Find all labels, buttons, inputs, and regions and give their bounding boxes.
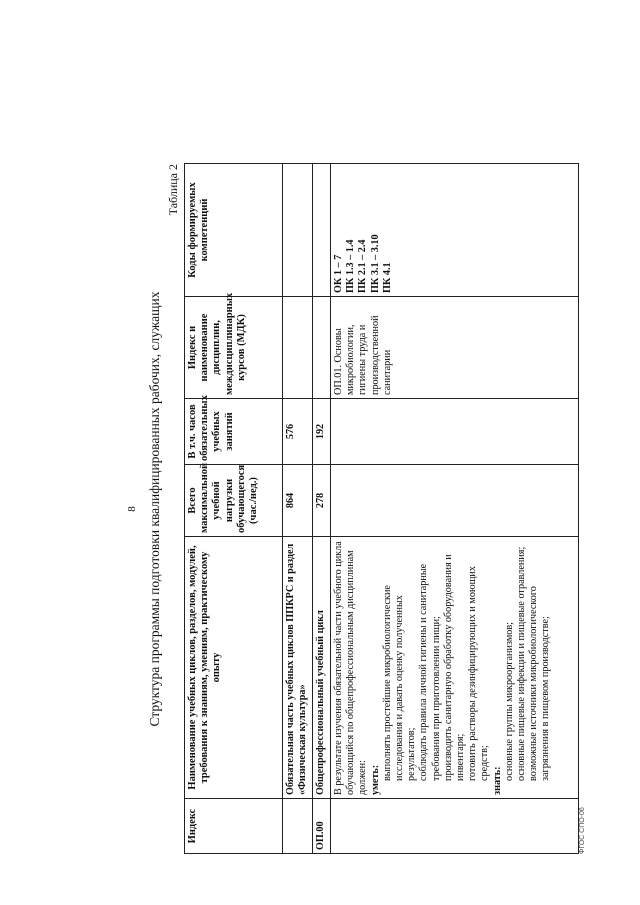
- header-max-load: Всего максимальной учебной нагрузки обучающегося (час./нед.): [185, 465, 283, 537]
- header-index: Индекс: [185, 799, 283, 854]
- list-item: основные пищевые инфекции и пищевые отравления;: [516, 546, 528, 781]
- cell-empty: [331, 465, 579, 537]
- watermark: ФГОС СПО-06: [579, 807, 586, 854]
- page-number: 8: [126, 506, 138, 512]
- table-label: Таблица 2: [166, 164, 180, 216]
- header-name: Наименование учебных циклов, разделов, модулей, требования к знаниям, умениям, практическому опыту: [185, 537, 283, 799]
- cell-empty: [331, 799, 579, 854]
- header-discipline: Индекс и наименование дисциплин, междисциплинарных курсов (МДК): [185, 297, 283, 399]
- structure-table: [184, 163, 579, 854]
- cell-empty: [313, 297, 331, 399]
- competency-code: ПК 4.1: [381, 262, 393, 293]
- general-name: Общепрофессиональный учебный цикл: [313, 537, 331, 799]
- list-item: готовить растворы дезинфицирующих и моющих средств;: [467, 566, 491, 781]
- competency-code: ПК 2.1 – 2.4: [357, 239, 369, 293]
- competency-code: ПК 3.1 – 3.10: [369, 234, 381, 293]
- general-max-load: 278: [313, 465, 331, 537]
- detail-discipline: ОП.01. Основы микробиологии, гигиены труда и производственной санитарии: [331, 297, 579, 399]
- cell-empty: [283, 799, 313, 854]
- can-label: уметь:: [369, 764, 381, 795]
- general-required: 192: [313, 399, 331, 465]
- list-item: производить санитарную обработку оборудования и инвентаря;: [442, 554, 467, 781]
- competency-code: ПК 1.3 – 1.4: [345, 239, 357, 293]
- page-title: Структура программы подготовки квалифицированных рабочих, служащих: [147, 291, 162, 727]
- general-index: ОП.00: [313, 799, 331, 854]
- mandatory-required: 576: [283, 399, 313, 465]
- header-row: [185, 164, 283, 854]
- cell-empty: [313, 164, 331, 297]
- list-item: соблюдать правила личной гигиены и санитарные требования при приготовлении пищи;: [418, 563, 442, 781]
- list-item: основные группы микроорганизмов;: [503, 621, 515, 781]
- detail-description: [331, 537, 579, 799]
- detail-codes: [331, 164, 579, 297]
- table-row-detail: [331, 164, 579, 854]
- table-row-general: [313, 164, 331, 854]
- detail-intro: В результате изучения обязательной части учебного цикла обучающийся по общепрофессиональным дисциплинам должен:: [333, 541, 369, 795]
- list-item: выполнять простейшие микробиологические исследования и давать оценку полученных результатов;: [381, 585, 418, 781]
- know-label: знать:: [491, 766, 503, 795]
- header-codes: Коды формируемых компетенций: [185, 164, 283, 297]
- rotated-content: [125, 164, 625, 854]
- cell-empty: [283, 164, 313, 297]
- cell-empty: [283, 297, 313, 399]
- competency-code: ОК 1 – 7: [333, 254, 344, 293]
- mandatory-max-load: 864: [283, 465, 313, 537]
- mandatory-name: Обязательная часть учебных циклов ППКРС и раздел «Физическая культура»: [283, 537, 313, 799]
- list-item: возможные источники микробиологического загрязнения в пищевом производстве;: [528, 586, 552, 781]
- table-row-mandatory: [283, 164, 313, 854]
- cell-empty: [331, 399, 579, 465]
- header-required: В т.ч. часов обязательных учебных занятий: [185, 399, 283, 465]
